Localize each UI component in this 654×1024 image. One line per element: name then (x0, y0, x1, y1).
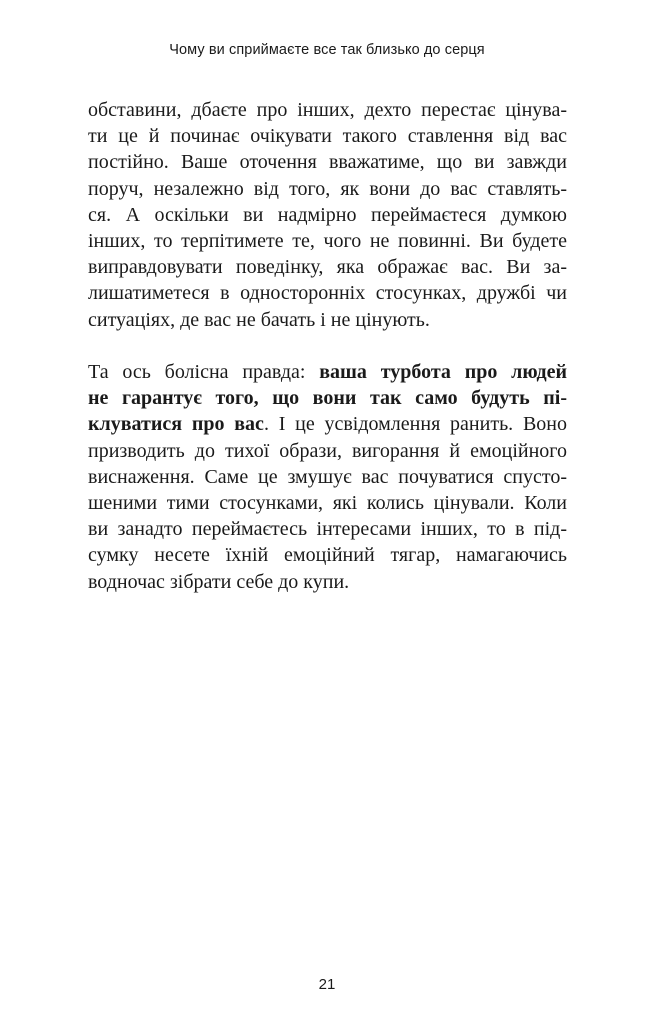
paragraph-1 (88, 97, 567, 333)
text-plain: . І це усвідомлення ранить. Воно (263, 413, 567, 436)
text-line: шеними тими стосунками, які колись цінували. Коли (88, 492, 567, 515)
text-line: інших, то терпітимете те, чого не повинні. Ви будете (88, 230, 567, 253)
text-line: сумку несете їхній емоційний тягар, намагаючись (88, 544, 567, 567)
text-line: призводить до тихої образи, вигорання й емоційного (88, 439, 567, 462)
text-line: виснаження. Саме це змушує вас почуватися спусто- (88, 465, 567, 488)
running-header-title: Чому ви сприймаєте все так близько до серця (169, 42, 485, 58)
text-line: обставини, дбаєте про інших, дехто перестає цінува- (88, 99, 567, 121)
page-body (88, 97, 567, 595)
text-plain: Та ось болісна правда: (88, 361, 320, 384)
paragraph-2 (88, 359, 567, 595)
text-line (88, 359, 567, 385)
text-line: постійно. Ваше оточення вважатиме, що ви завжди (88, 151, 567, 174)
text-line (88, 385, 567, 411)
emphasis-text: не гарантує того, що вони так само будуть пі- (88, 387, 567, 410)
text-line: лишатиметеся в односторонніх стосунках, дружбі чи (88, 282, 567, 305)
text-line: ти це й починає очікувати такого ставлення від вас (88, 125, 567, 148)
text-line: ситуаціях, де вас не бачать і не цінують. (88, 308, 430, 331)
emphasis-text: ваша турбота про людей (319, 361, 567, 384)
emphasis-text: клуватися про вас (88, 413, 264, 436)
text-line (88, 411, 567, 437)
text-line: ся. А оскільки ви надмірно переймаєтеся думкою (88, 203, 567, 226)
page-number: 21 (318, 976, 336, 993)
text-line: поруч, незалежно від того, як вони до вас ставлять- (88, 177, 567, 200)
text-line: водночас зібрати себе до купи. (88, 570, 350, 593)
text-line: ви занадто переймаєтесь інтересами інших, то в під- (88, 518, 567, 541)
text-line: виправдовувати поведінку, яка ображає вас. Ви за- (88, 256, 567, 279)
